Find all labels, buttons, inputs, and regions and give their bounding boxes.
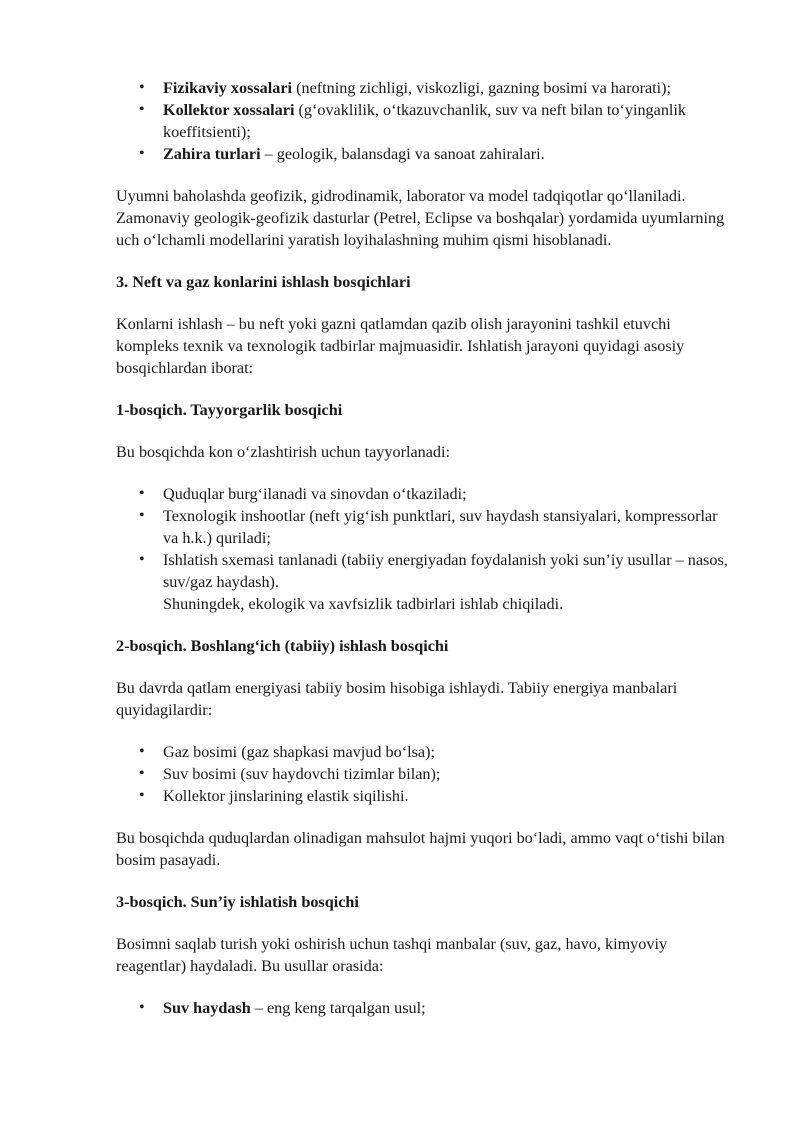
list-item: • Texnologik inshootlar (neft yig‘ish punktlari, suv haydash stansiyalari, kompressorlar va h.k.) quriladi; [163,505,736,549]
list-item [163,549,736,615]
list-item [163,99,736,143]
stage2-list [116,741,736,807]
stage3-list [116,997,736,1019]
list-item-text: (g‘ovaklilik, o‘tkazuvchanlik, suv va neft bilan to‘yinganlik koeffitsienti); [163,101,687,141]
stage3-intro: Bosimni saqlab turish yoki oshirish uchun tashqi manbalar (suv, gaz, havo, kimyoviy reagentlar) haydaladi. Bu usullar orasida: [116,935,668,975]
list-item [163,997,736,1019]
list-item: • Quduqlar burg‘ilanadi va sinovdan o‘tkaziladi; [163,483,736,505]
stage2-heading: 2-bosqich. Boshlang‘ich (tabiiy) ishlash bosqichi [116,637,449,655]
stage1-heading: 1-bosqich. Tayyorgarlik bosqichi [116,401,343,419]
section-heading: 3. Neft va gaz konlarini ishlash bosqichlari [116,273,411,291]
list-item [163,143,736,165]
list-item-text: (neftning zichligi, viskozligi, gazning bosimi va harorati); [292,79,672,97]
stage1-intro: Bu bosqichda kon o‘zlashtirish uchun tayyorlanadi: [116,443,451,461]
list-item-term: Kollektor xossalari [163,101,295,119]
stage1-list [116,483,736,615]
list-item: • Kollektor jinslarining elastik siqilishi. [163,785,736,807]
list-item-text: – geologik, balansdagi va sanoat zahiralari. [260,145,545,163]
list-item-term: Suv haydash [163,999,251,1017]
stage3-heading: 3-bosqich. Sun’iy ishlatish bosqichi [116,893,359,911]
paragraph-assessment: Uyumni baholashda geofizik, gidrodinamik, laborator va model tadqiqotlar qo‘llaniladi. Zamonaviy geologik-geofizik dasturlar (Petrel, Eclipse va boshqalar) yordamida uyumlarning uch o‘lchamli modellarini yaratish loyihalashning muhim qismi hisoblanadi. [116,187,725,249]
list-item: • Suv bosimi (suv haydovchi tizimlar bilan); [163,763,736,785]
stage2-outro: Bu bosqichda quduqlardan olinadigan mahsulot hajmi yuqori bo‘ladi, ammo vaqt o‘tishi bilan bosim pasayadi. [116,829,725,869]
list-item-continuation: Shuningdek, ekologik va xavfsizlik tadbirlari ishlab chiqiladi. [163,595,564,613]
paragraph-development: Konlarni ishlash – bu neft yoki gazni qatlamdan qazib olish jarayonini tashkil etuvchi kompleks texnik va texnologik tadbirlar majmuasidir. Ishlatish jarayoni quyidagi asosiy bosqichlardan iborat: [116,315,685,377]
list-item-text: Ishlatish sxemasi tanlanadi (tabiiy energiyadan foydalanish yoki sun’iy usullar – nasos, suv/gaz haydash). [163,551,728,591]
stage2-intro: Bu davrda qatlam energiyasi tabiiy bosim hisobiga ishlaydi. Tabiiy energiya manbalari quyidagilardir: [116,679,678,719]
properties-list [116,77,736,165]
document-page [116,77,736,1019]
list-item-term: Zahira turlari [163,145,261,163]
list-item-term: Fizikaviy xossalari [163,79,293,97]
list-item [163,77,736,99]
list-item: • Gaz bosimi (gaz shapkasi mavjud bo‘lsa); [163,741,736,763]
list-item-text: – eng keng tarqalgan usul; [250,999,426,1017]
